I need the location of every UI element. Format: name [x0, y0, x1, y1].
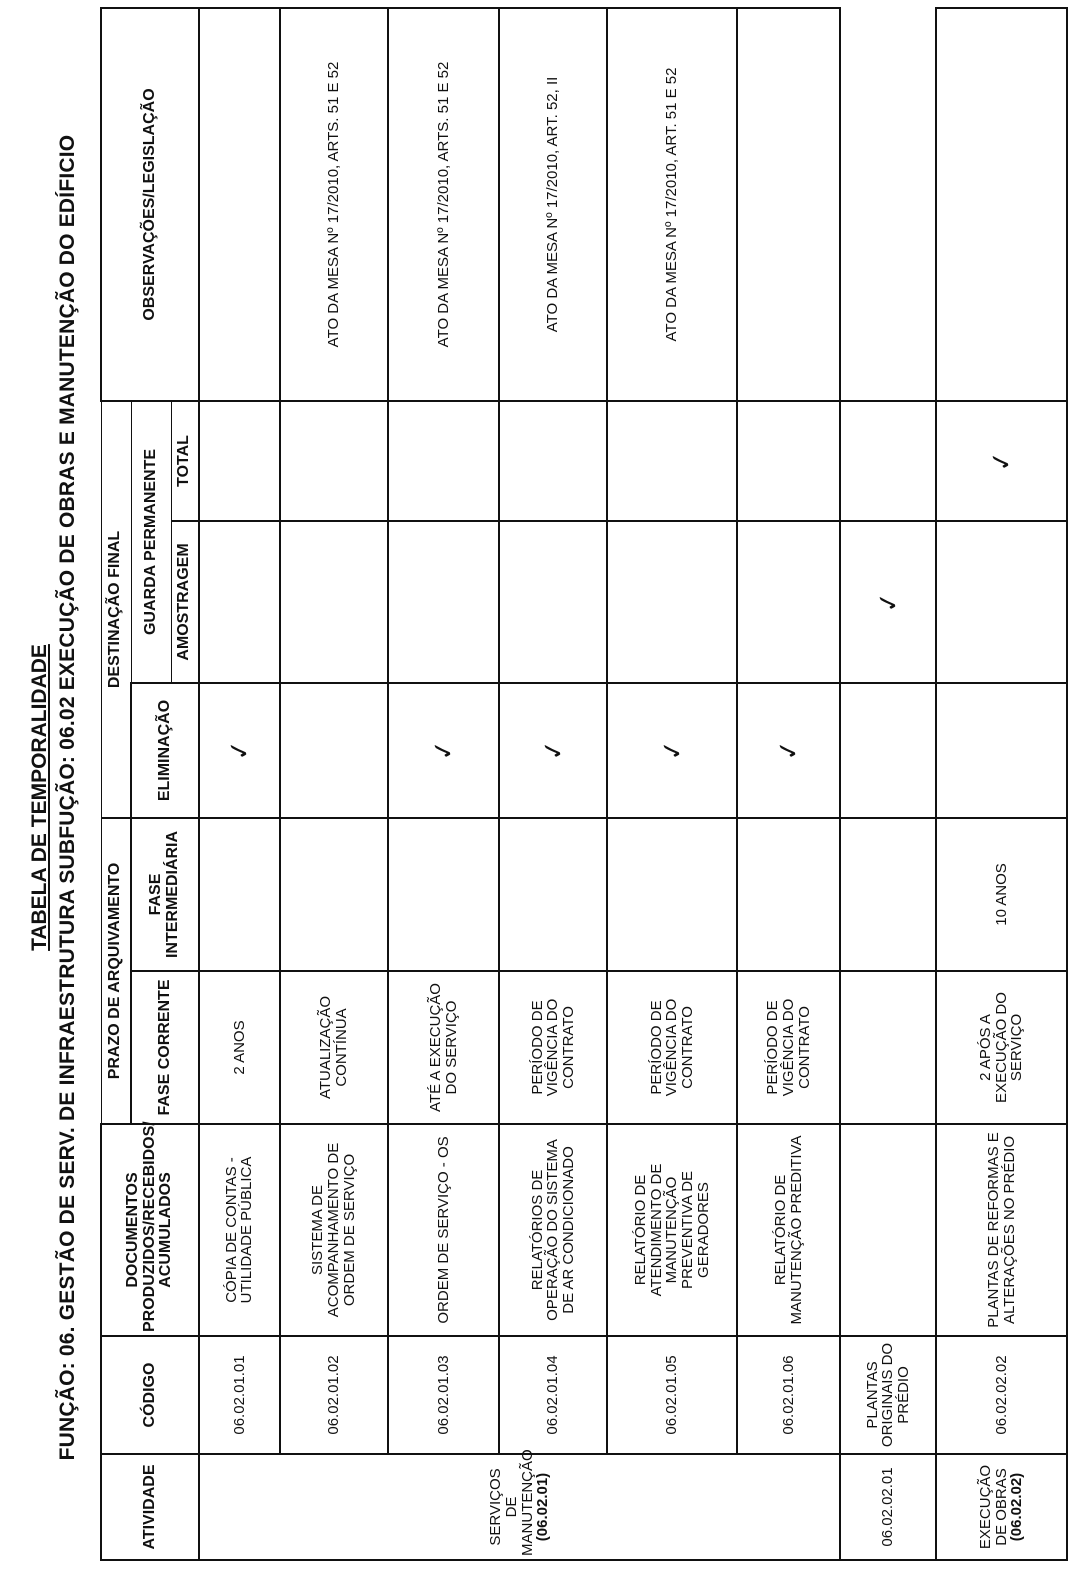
header-codigo: CÓDIGO	[101, 1336, 199, 1454]
check-icon: ✓	[426, 737, 460, 764]
table-row	[280, 8, 389, 1560]
row-codigo: 06.02.02.01	[840, 1454, 936, 1560]
row-fase-corrente: PERÍODO DE VIGÊNCIA DO CONTRATO	[607, 971, 737, 1124]
page-title: TABELA DE TEMPORALIDADE	[28, 644, 51, 951]
header-fase-intermediaria: FASE INTERMEDIÁRIA	[131, 818, 199, 971]
row-obs	[840, 401, 936, 521]
check-icon: ✓	[222, 737, 256, 764]
row-documento: RELATÓRIO DE ATENDIMENTO DE MANUTENÇÃO PREVENTIVA DE GERADORES	[607, 1124, 737, 1336]
row-documento: ORDEM DE SERVIÇO - OS	[388, 1124, 499, 1336]
row-codigo: 06.02.01.01	[199, 1336, 280, 1454]
check-icon: ✓	[870, 588, 905, 616]
row-documento: RELATÓRIO DE MANUTENÇÃO PREDITIVA	[737, 1124, 840, 1336]
row-fase-corrente: ATÉ A EXECUÇÃO DO SERVIÇO	[388, 971, 499, 1124]
row-eliminacao	[840, 818, 936, 971]
row-total	[840, 521, 936, 683]
header-guarda-permanente: GUARDA PERMANENTE	[131, 401, 171, 683]
row-eliminacao	[737, 683, 840, 818]
row-documento: PLANTAS DE REFORMAS E ALTERAÇÕES NO PRÉDIO	[936, 1124, 1067, 1336]
row-fase-intermediaria	[607, 818, 737, 971]
header-observacoes: OBSERVAÇÕES/LEGISLAÇÃO	[101, 8, 199, 401]
row-amostragem	[737, 521, 840, 683]
row-fase-intermediaria	[280, 818, 389, 971]
row-amostragem	[388, 521, 499, 683]
row-documento: RELATÓRIOS DE OPERAÇÃO DO SISTEMA DE AR CONDICIONADO	[499, 1124, 608, 1336]
row-total	[607, 401, 737, 521]
row-eliminacao	[936, 683, 1067, 818]
row-documento: SISTEMA DE ACOMPANHAMENTO DE ORDEM DE SERVIÇO	[280, 1124, 389, 1336]
check-icon: ✓	[535, 737, 570, 764]
row-codigo: 06.02.02.02	[936, 1336, 1067, 1454]
row-documento: PLANTAS ORIGINAIS DO PRÉDIO	[840, 1336, 936, 1454]
row-obs: ATO DA MESA Nº 17/2010, ARTS. 51 E 52	[280, 8, 389, 401]
row-fase-corrente: PERÍODO DE VIGÊNCIA DO CONTRATO	[499, 971, 608, 1124]
row-codigo: 06.02.01.06	[737, 1336, 840, 1454]
check-icon: ✓	[984, 447, 1018, 475]
header-atividade: ATIVIDADE	[101, 1454, 199, 1560]
row-eliminacao	[280, 683, 389, 818]
row-fase-intermediaria	[840, 971, 936, 1124]
row-total	[737, 401, 840, 521]
header-eliminacao: ELIMINAÇÃO	[131, 683, 199, 818]
temporality-table	[100, 7, 1068, 1561]
row-total	[499, 401, 608, 521]
row-codigo: 06.02.01.05	[607, 1336, 737, 1454]
row-amostragem	[499, 521, 608, 683]
header-amostragem: AMOSTRAGEM	[171, 521, 199, 683]
row-amostragem	[280, 521, 389, 683]
table-row	[936, 8, 1067, 1560]
row-amostragem	[607, 521, 737, 683]
row-eliminacao	[607, 683, 737, 818]
group-code: (06.02.01)	[534, 1472, 552, 1542]
table-row	[737, 8, 840, 1560]
row-total	[280, 401, 389, 521]
header-destinacao: DESTINAÇÃO FINAL	[101, 401, 131, 818]
group-cell-manutencao	[199, 1449, 840, 1560]
row-obs	[737, 8, 840, 401]
row-documento: CÓPIA DE CONTAS - UTILIDADE PÚBLICA	[199, 1124, 280, 1336]
row-amostragem	[840, 683, 936, 818]
row-total	[388, 401, 499, 521]
table-row	[607, 8, 737, 1560]
table-row	[199, 8, 280, 1560]
row-fase-corrente: 2 APÓS A EXECUÇÃO DO SERVIÇO	[936, 971, 1067, 1124]
row-obs: ATO DA MESA Nº 17/2010, ART. 51 E 52	[607, 8, 737, 401]
row-codigo: 06.02.01.02	[280, 1336, 389, 1454]
row-eliminacao	[199, 683, 280, 818]
row-eliminacao	[388, 683, 499, 818]
group-name: SERVIÇOS DE MANUTENÇÃO	[487, 1449, 536, 1556]
row-total	[936, 401, 1067, 521]
row-obs	[936, 8, 1067, 401]
row-fase-intermediaria	[499, 818, 608, 971]
group-name: EXECUÇÃO DE OBRAS	[976, 1464, 1010, 1550]
row-eliminacao	[499, 683, 608, 818]
row-total	[199, 401, 280, 521]
check-icon: ✓	[771, 737, 805, 764]
table-row	[499, 8, 608, 1560]
row-fase-intermediaria	[737, 818, 840, 971]
group-cell-obras	[936, 1454, 1067, 1560]
group-code: (06.02.02)	[1008, 1472, 1026, 1542]
row-fase-corrente: ATUALIZAÇÃO CONTÍNUA	[280, 971, 389, 1124]
row-fase-intermediaria	[388, 818, 499, 971]
header-fase-corrente: FASE CORRENTE	[131, 971, 199, 1124]
row-obs: ATO DA MESA Nº 17/2010, ART. 52, II	[499, 8, 608, 401]
row-fase-corrente: PERÍODO DE VIGÊNCIA DO CONTRATO	[737, 971, 840, 1124]
row-fase-intermediaria: 10 ANOS	[936, 818, 1067, 971]
row-amostragem	[199, 521, 280, 683]
row-codigo: 06.02.01.03	[388, 1336, 499, 1454]
header-total: TOTAL	[171, 401, 199, 521]
row-obs	[199, 8, 280, 401]
header-documentos: DOCUMENTOS PRODUZIDOS/RECEBIDOS/ ACUMULADOS	[101, 1124, 199, 1336]
table-row	[388, 8, 499, 1560]
row-amostragem	[936, 521, 1067, 683]
table-row	[840, 8, 936, 1560]
row-codigo: 06.02.01.04	[499, 1336, 608, 1454]
row-obs: ATO DA MESA Nº 17/2010, ARTS. 51 E 52	[388, 8, 499, 401]
row-fase-corrente	[840, 1124, 936, 1336]
row-fase-corrente: 2 ANOS	[199, 971, 280, 1124]
page-subtitle: FUNÇÃO: 06. GESTÃO DE SERV. DE INFRAESTRUTURA SUBFUÇÃO: 06.02 EXECUÇÃO DE OBRAS E MANUTENÇÃO DO EDÍFICIO	[56, 134, 79, 1461]
header-prazo: PRAZO DE ARQUIVAMENTO	[101, 818, 131, 1124]
check-icon: ✓	[655, 737, 689, 764]
row-fase-intermediaria	[199, 818, 280, 971]
